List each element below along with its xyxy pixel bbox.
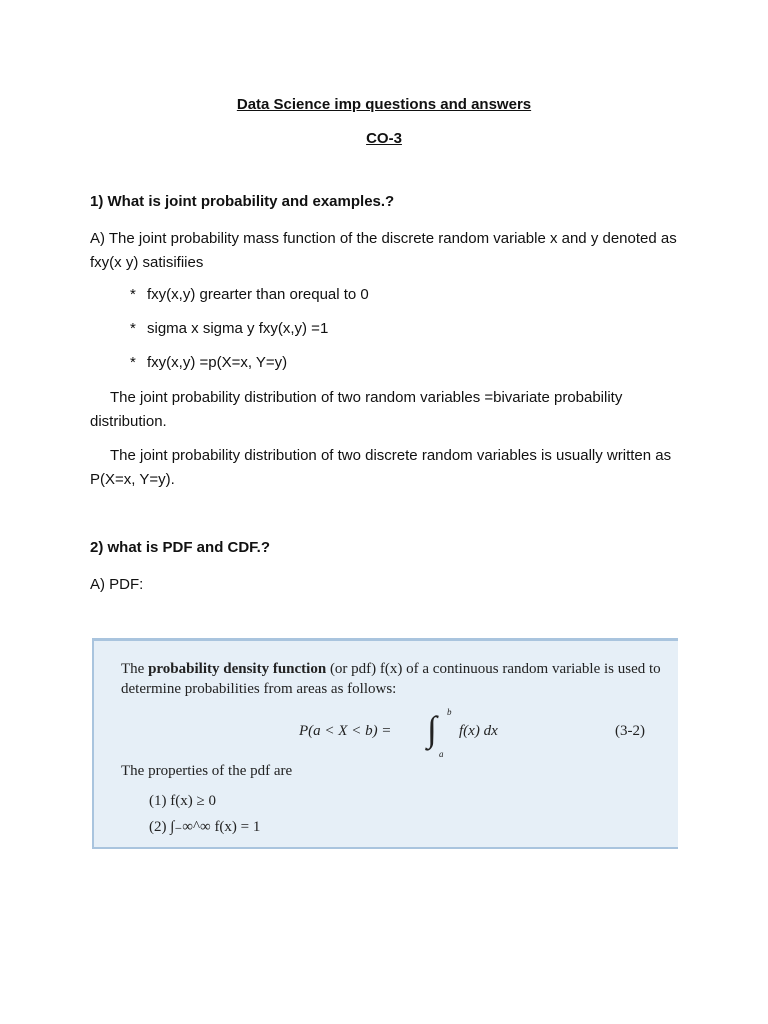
figure-text-end: (or pdf) f(x) of a continuous random variable is used to determine probabilities from areas as follows: bbox=[121, 661, 661, 697]
bullet-item bbox=[130, 352, 287, 374]
answer-1-paragraph-1: The joint probability distribution of two random variables =bivariate probability distribution. bbox=[90, 389, 623, 430]
bullet-text: fxy(x,y) grearter than orequal to 0 bbox=[147, 286, 369, 303]
figure-text-start: The bbox=[121, 661, 149, 677]
bullet-marker: * bbox=[130, 320, 136, 337]
answer-1-paragraph-2: The joint probability distribution of two discrete random variables is usually written as P(X=x, Y=y). bbox=[90, 447, 672, 488]
bullet-marker: * bbox=[130, 286, 136, 303]
bullet-item bbox=[130, 318, 328, 340]
question-1: 1) What is joint probability and examples.? bbox=[90, 193, 395, 210]
pdf-definition-figure bbox=[92, 638, 678, 849]
figure-term-bold: probability density function bbox=[148, 661, 327, 677]
answer-2-intro: A) PDF: bbox=[90, 576, 144, 593]
figure-definition-text bbox=[121, 659, 666, 699]
properties-label: The properties of the pdf are bbox=[121, 763, 293, 779]
bullet-text: fxy(x,y) =p(X=x, Y=y) bbox=[147, 354, 288, 371]
property-1: (1) f(x) ≥ 0 bbox=[149, 793, 216, 809]
document-subtitle: CO-3 bbox=[366, 130, 402, 147]
bullet-marker: * bbox=[130, 354, 136, 371]
equation-number: (3-2) bbox=[615, 723, 645, 739]
integral-upper-limit: b bbox=[447, 707, 452, 717]
question-2: 2) what is PDF and CDF.? bbox=[90, 539, 271, 556]
bullet-text: sigma x sigma y fxy(x,y) =1 bbox=[147, 320, 329, 337]
pdf-equation bbox=[299, 707, 569, 759]
equation-lhs: P(a < X < b) = bbox=[299, 723, 392, 739]
answer-1-intro: A) The joint probability mass function of the discrete random variable x and y denoted as fxy(x y) satisifiies bbox=[90, 230, 677, 271]
document-title: Data Science imp questions and answers bbox=[236, 96, 532, 113]
equation-rhs: f(x) dx bbox=[459, 723, 498, 739]
bullet-item bbox=[130, 284, 369, 306]
integral-lower-limit: a bbox=[439, 749, 444, 759]
property-2: (2) ∫₋∞^∞ f(x) = 1 bbox=[149, 819, 261, 835]
integral-symbol: ∫ bbox=[427, 709, 437, 749]
